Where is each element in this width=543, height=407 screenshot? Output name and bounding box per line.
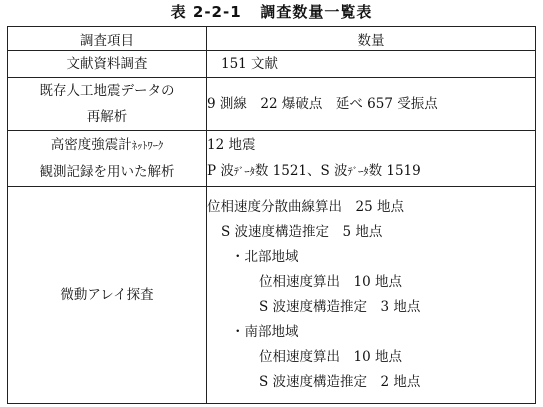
quantity-line: 位相速度算出 10 地点 [259, 274, 402, 290]
header-survey-item: 調査項目 [8, 27, 207, 51]
row-reanalysis-quantity [207, 78, 536, 131]
quantity-line: ・南部地域 [231, 324, 299, 340]
table-row [8, 131, 536, 187]
row-reanalysis-item [8, 78, 207, 131]
row-literature-survey-quantity [207, 51, 536, 78]
quantity-small-text: ﾃﾞｰﾀ [347, 166, 369, 178]
quantity-text: P 波 [207, 163, 234, 179]
table-row [8, 187, 536, 404]
quantity-line: 位相速度算出 10 地点 [259, 349, 402, 365]
quantity-line: S 波速度構造推定 5 地点 [221, 224, 383, 240]
table-header-row [8, 27, 536, 51]
row-strong-motion-network-quantity [207, 131, 536, 187]
item-line [8, 132, 206, 159]
item-line: 観測記録を用いた解析 [39, 164, 175, 180]
quantity-text: 数 1519 [368, 163, 421, 179]
quantity-small-text: ﾃﾞｰﾀ [233, 166, 255, 178]
quantity-line: ・北部地域 [231, 249, 299, 265]
item-line: 再解析 [86, 109, 128, 125]
row-microtremor-array-quantity [207, 187, 536, 404]
quantity-line: 151 文献 [221, 56, 279, 72]
quantity-text: 数 1521、S 波 [254, 163, 348, 179]
survey-quantity-table [7, 26, 536, 404]
row-literature-survey-item: 文献資料調査 [8, 51, 207, 78]
item-small-text: ﾈｯﾄﾜｰｸ [131, 140, 164, 152]
item-line: 既存人工地震データの [39, 83, 175, 99]
table-row [8, 51, 536, 78]
quantity-line: 9 測線 22 爆破点 延べ 657 受振点 [207, 96, 438, 112]
quantity-line: 位相速度分散曲線算出 25 地点 [207, 199, 404, 215]
row-microtremor-array-item: 微動アレイ探査 [8, 187, 207, 404]
quantity-line: 12 地震 [207, 137, 256, 153]
item-text: 高密度強震計 [50, 137, 132, 153]
quantity-line [207, 158, 535, 185]
quantity-line: S 波速度構造推定 3 地点 [259, 299, 421, 315]
header-quantity: 数量 [207, 27, 536, 51]
table-row [8, 78, 536, 131]
table-caption: 表 2-2-1 調査数量一覧表 [170, 3, 373, 21]
row-strong-motion-network-item [8, 131, 207, 187]
quantity-line: S 波速度構造推定 2 地点 [259, 374, 421, 390]
